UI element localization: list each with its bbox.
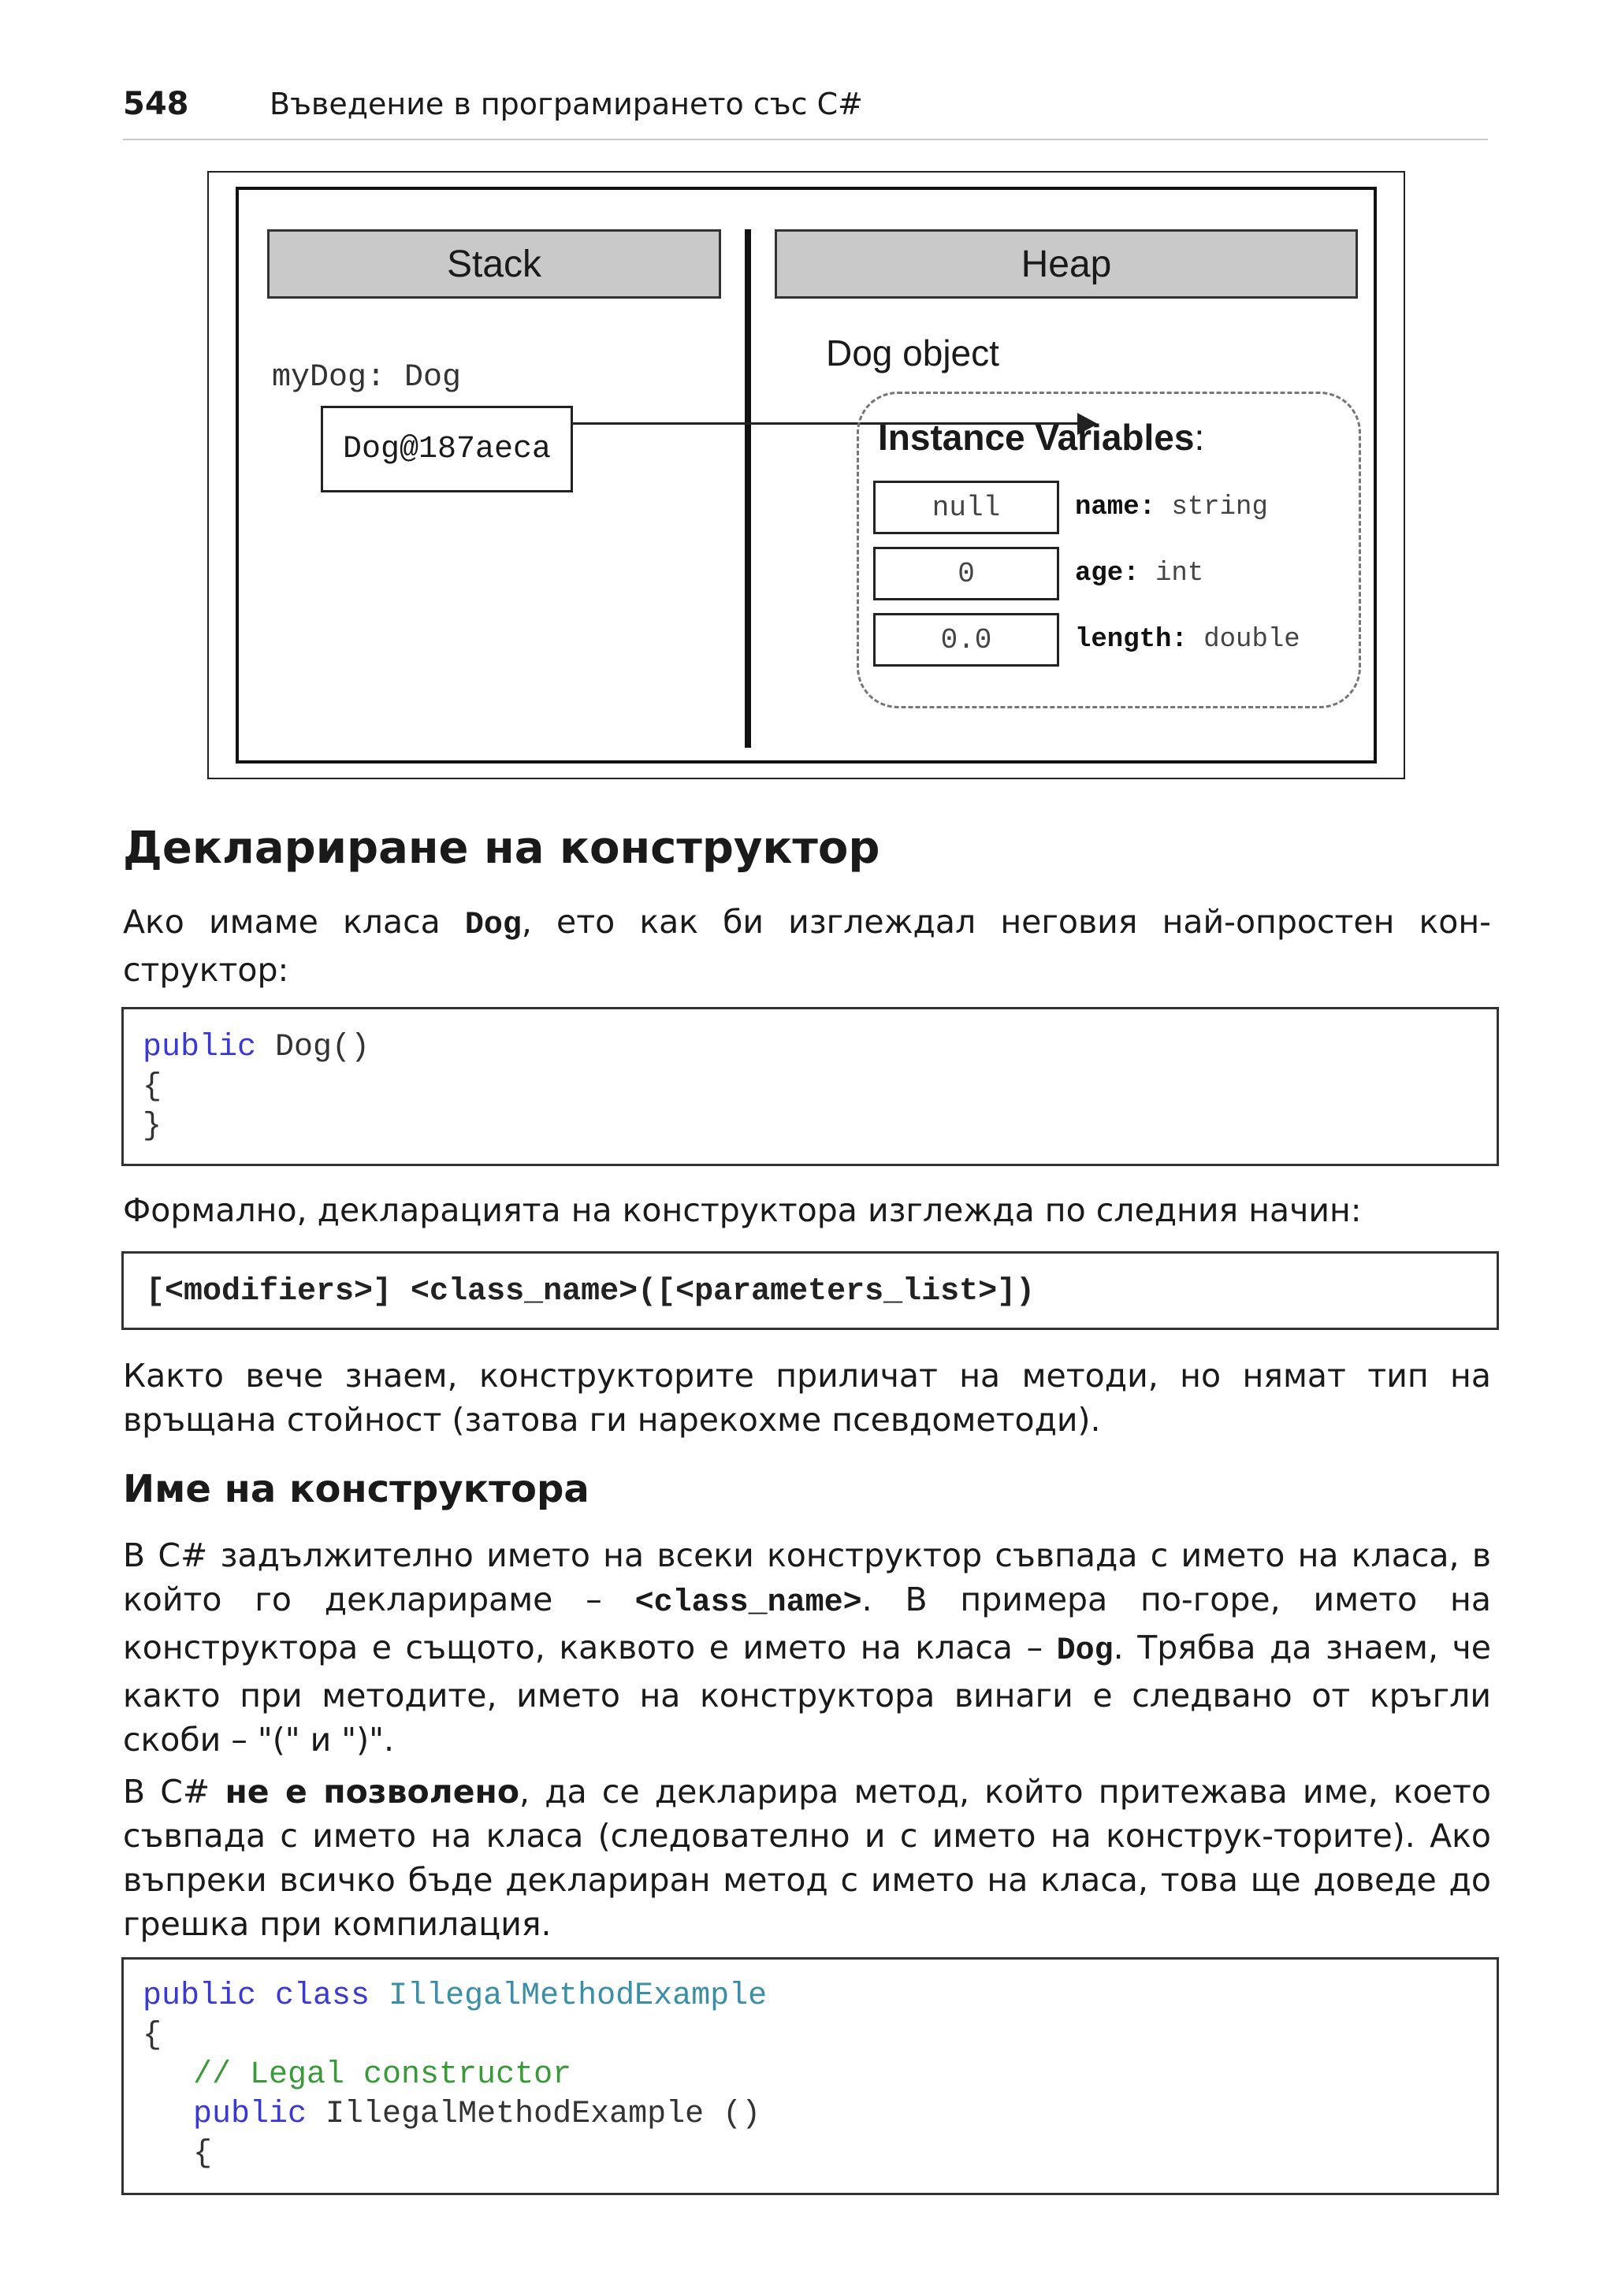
code-line: {: [193, 2136, 213, 2172]
field-declaration: [1075, 481, 1268, 534]
field-name: age:: [1075, 559, 1140, 589]
reference-box: Dog@187aeca: [321, 406, 573, 492]
code-keyword: public class: [143, 1978, 370, 2014]
field-value: 0.0: [873, 613, 1059, 667]
inline-code: <class_name>: [634, 1585, 862, 1621]
intro-paragraph: [123, 900, 1491, 992]
instance-variables-title: [878, 416, 1204, 459]
text-run: . Трябва да знаем, че както при методите, името на конструктора винаги е следвано от кръгли скоби – "(" и ")".: [123, 1629, 1491, 1759]
text-run: . В примера по-горе, името на конструктора е същото, каквото е името на класа –: [123, 1581, 1491, 1666]
instance-variables-title-text: Instance Variables: [878, 417, 1195, 458]
inline-code: Dog: [1056, 1633, 1114, 1669]
field-row: [873, 481, 1346, 534]
field-type: string: [1171, 492, 1268, 522]
bold-text: не е позволено: [225, 1773, 520, 1811]
formal-paragraph: Формално, декларацията на конструктора изглежда по следния начин:: [123, 1191, 1362, 1229]
code-keyword: public: [143, 1030, 257, 1065]
heap-header: Heap: [775, 229, 1358, 299]
subsection-heading: Име на конструктора: [123, 1467, 589, 1511]
not-allowed-paragraph: [123, 1770, 1491, 1946]
object-label: Dog object: [826, 333, 999, 373]
syntax-line: [<modifiers>] <class_name>([<parameters_list>]): [146, 1274, 1036, 1310]
code-text: Dog(): [256, 1030, 370, 1065]
field-row: [873, 547, 1346, 600]
page-number: 548: [123, 86, 189, 122]
code-block: [121, 1007, 1499, 1166]
field-type: double: [1203, 625, 1300, 655]
field-declaration: [1075, 547, 1203, 600]
code-line: [143, 2056, 1497, 2095]
code-text: IllegalMethodExample (): [307, 2097, 761, 2132]
field-value: 0: [873, 547, 1059, 600]
inline-code: Dog: [464, 908, 522, 943]
code-line: {: [143, 2018, 162, 2053]
after-syntax-paragraph: Както вече знаем, конструкторите приличат на методи, но нямат тип на връщана стойност (затова ги нарекохме псевдометоди).: [123, 1357, 1491, 1439]
code-line: [143, 2095, 1497, 2134]
code-keyword: public: [193, 2097, 307, 2132]
code-comment: // Legal constructor: [193, 2057, 572, 2093]
variable-label: myDog: Dog: [272, 360, 462, 396]
text-run: В C#: [123, 1773, 225, 1811]
page-header: [123, 82, 1488, 140]
field-name: length:: [1075, 625, 1188, 655]
code-line: }: [143, 1109, 162, 1144]
figure-frame: [236, 187, 1377, 763]
code-line: [143, 1977, 1497, 2016]
instance-variables-colon: :: [1194, 417, 1205, 458]
field-name: name:: [1075, 492, 1156, 522]
stack-heap-figure: [207, 171, 1405, 779]
instance-variables-box: [857, 392, 1361, 708]
stack-heap-divider: [745, 229, 751, 748]
code-line: {: [143, 1069, 162, 1105]
text-run: В C# задължително името на всеки конструктор съвпада с името на класа, в който го декларираме –: [123, 1536, 1491, 1618]
constructor-name-paragraph: [123, 1533, 1491, 1762]
syntax-box: [121, 1251, 1499, 1330]
running-title: Въведение в програмирането със C#: [270, 87, 863, 121]
field-declaration: [1075, 613, 1300, 667]
code-class-name: IllegalMethodExample: [389, 1978, 768, 2014]
code-block: [121, 1957, 1499, 2195]
field-type: int: [1155, 559, 1204, 589]
field-value: null: [873, 481, 1059, 534]
text-run: Ако имаме класа: [123, 903, 465, 941]
section-heading: Деклариране на конструктор: [123, 823, 880, 874]
text-run: , да се декларира метод, който притежава име, което съвпада с името на класа (следователно и с името на конструк-торите). Ако въпреки всичко бъде деклариран метод с името на класа, това ще доведе до грешка при компилация.: [123, 1773, 1491, 1943]
text-run: , ето как би изглеждал неговия най-опростен кон-структор:: [123, 903, 1491, 989]
stack-header: Stack: [267, 229, 721, 299]
code-line: [143, 1028, 1497, 1068]
field-row: [873, 613, 1346, 667]
